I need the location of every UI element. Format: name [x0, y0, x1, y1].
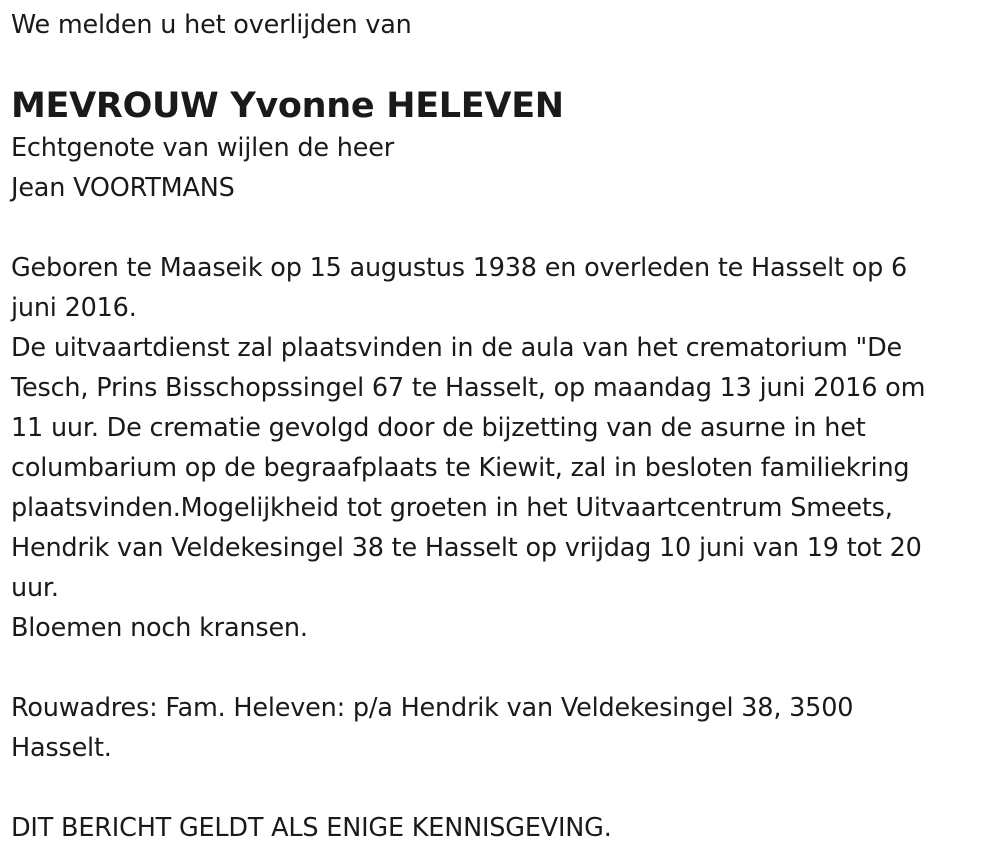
- intro-text: We melden u het overlijden van: [11, 10, 412, 40]
- spacer: [11, 768, 981, 808]
- spouse-line: Echtgenote van wijlen de heer: [11, 133, 394, 163]
- address-line: Rouwadres: Fam. Heleven: p/a Hendrik van Veldekesingel 38, 3500: [11, 693, 854, 723]
- body-line: De uitvaartdienst zal plaatsvinden in de aula van het crematorium "De: [11, 333, 903, 363]
- closing-text: DIT BERICHT GELDT ALS ENIGE KENNISGEVING.: [11, 813, 612, 843]
- body-line: 11 uur. De crematie gevolgd door de bijzetting van de asurne in het: [11, 413, 866, 443]
- body-line: columbarium op de begraafplaats te Kiewit, zal in besloten familiekring: [11, 453, 910, 483]
- death-notice: [11, 0, 981, 848]
- body-line: plaatsvinden.Mogelijkheid tot groeten in het Uitvaartcentrum Smeets,: [11, 493, 893, 523]
- body-line: juni 2016.: [11, 293, 137, 323]
- spouse-block: [11, 128, 981, 208]
- body-line: Bloemen noch kransen.: [11, 613, 308, 643]
- body-block: [11, 248, 981, 648]
- address-block: [11, 688, 981, 768]
- spacer: [11, 648, 981, 688]
- spacer: [11, 208, 981, 248]
- body-line: Geboren te Maaseik op 15 augustus 1938 en overleden te Hasselt op 6: [11, 253, 908, 283]
- body-line: Tesch, Prins Bisschopssingel 67 te Hasselt, op maandag 13 juni 2016 om: [11, 373, 926, 403]
- spouse-line: Jean VOORTMANS: [11, 173, 235, 203]
- address-line: Hasselt.: [11, 733, 112, 763]
- deceased-name: MEVROUW Yvonne HELEVEN: [11, 86, 564, 126]
- body-line: Hendrik van Veldekesingel 38 te Hasselt op vrijdag 10 juni van 19 tot 20: [11, 533, 922, 563]
- body-line: uur.: [11, 573, 59, 603]
